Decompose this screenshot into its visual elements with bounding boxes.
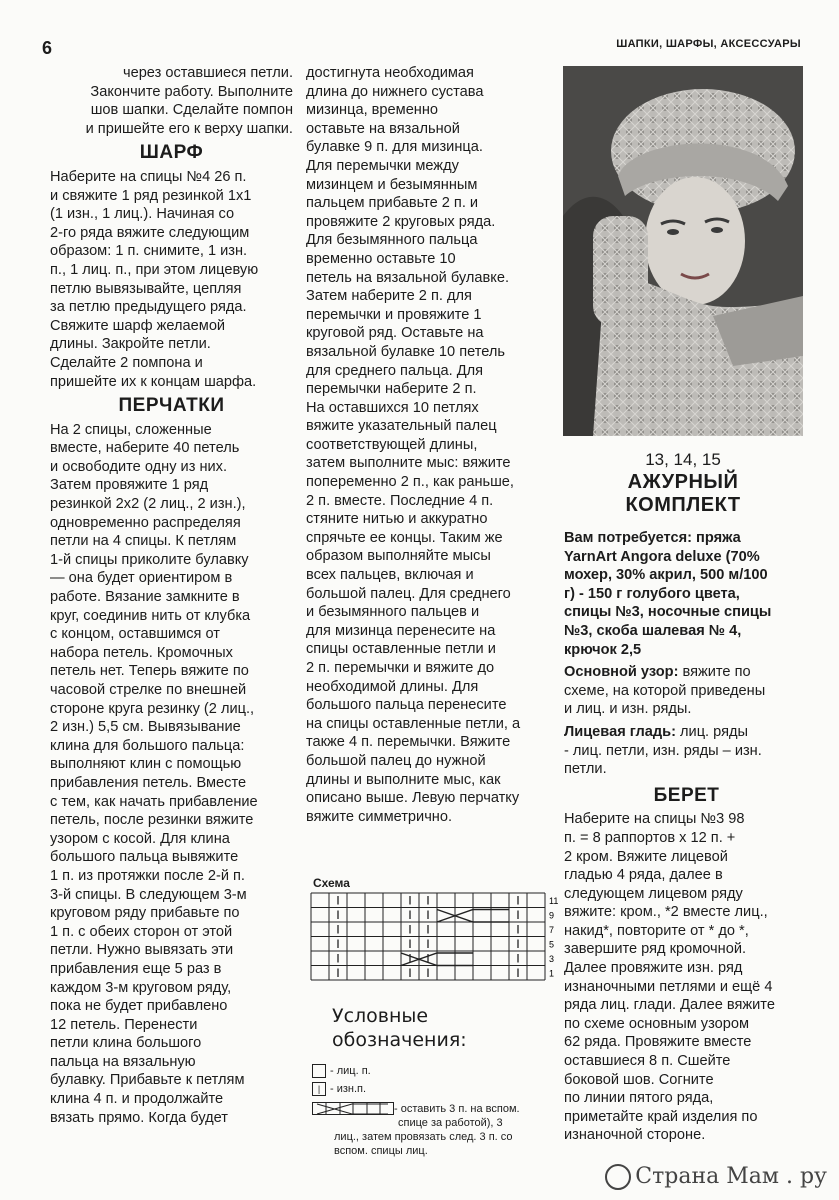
text-line: с концом, оставшимся от bbox=[50, 626, 220, 643]
beret-heading: БЕРЕТ bbox=[653, 784, 720, 806]
text-line: для мизинца перенесите на bbox=[306, 622, 496, 639]
text-line: петли на 4 спицы. К петлям bbox=[50, 533, 237, 550]
text-line: оставшиеся 8 п. Сшейте bbox=[564, 1053, 731, 1070]
text-line: п., 1 лиц. п., при этом лицевую bbox=[50, 261, 259, 278]
text-line: г) - 150 г голубого цвета, bbox=[564, 585, 740, 602]
text-line: пока не будет прибавлено bbox=[50, 998, 228, 1015]
text-line: крючок 2,5 bbox=[564, 641, 642, 658]
text-line: Вам потребуется: пряжа bbox=[564, 530, 741, 546]
text-line: пальца на вязальную bbox=[50, 1053, 196, 1070]
text-line: спицы №3, носочные спицы bbox=[564, 604, 772, 621]
text-line: Наберите на спицы №4 26 п. bbox=[50, 168, 247, 185]
text-line: спицы оставленные петли и bbox=[306, 641, 496, 658]
text-line: описано выше. Левую перчатку bbox=[306, 790, 520, 807]
text-line: и свяжите 1 ряд резинкой 1х1 bbox=[50, 187, 252, 204]
text-line: для среднего пальца. Для bbox=[306, 362, 484, 379]
text-line: Затем провяжите 1 ряд bbox=[50, 477, 209, 494]
text-line: вяжите указательный палец bbox=[306, 418, 497, 435]
text-line: большой палец. Для среднего bbox=[306, 585, 511, 602]
text-line: образом выполняйте мысы bbox=[306, 548, 491, 565]
scarf-heading: ШАРФ bbox=[139, 142, 204, 164]
text-line: через оставшиеся петли. bbox=[122, 65, 293, 81]
text-line: приметайте край изделия по bbox=[564, 1108, 758, 1125]
column-right bbox=[564, 529, 809, 1145]
text-line: Закончите работу. Выполните bbox=[90, 83, 293, 100]
legend-cable-line3: вспом. спицы лиц. bbox=[334, 1145, 428, 1158]
text-line: прибавления еще 5 раз в bbox=[50, 960, 222, 977]
text-line: клина 4 п. и продолжайте bbox=[50, 1091, 224, 1108]
text-line: также 4 п. перемычки. Вяжите bbox=[306, 734, 511, 751]
text-line: шов шапки. Сделайте помпон bbox=[90, 102, 293, 119]
text-line: попеременно 2 п., как раньше, bbox=[306, 474, 514, 491]
text-line: На 2 спицы, сложенные bbox=[50, 421, 212, 438]
scheme-row-number: 1 bbox=[549, 968, 555, 979]
text-line: 62 ряда. Провяжите вместе bbox=[564, 1034, 752, 1051]
text-line: соответствующей длины, bbox=[306, 436, 478, 453]
text-line: пальцем прибавьте 2 п. и bbox=[306, 195, 479, 212]
watermark bbox=[605, 1164, 827, 1190]
text-line: каждом 3-м круговом ряду, bbox=[50, 979, 232, 996]
text-line: петли. Нужно вывязать эти bbox=[50, 942, 234, 959]
text-line: перемычки и провяжите 1 bbox=[306, 306, 482, 323]
model-numbers: 13, 14, 15 bbox=[645, 450, 721, 469]
beret-text bbox=[564, 810, 809, 1145]
text-line: Наберите на спицы №3 98 bbox=[564, 811, 745, 828]
text-line: изнаночными петлями и ещё 4 bbox=[564, 978, 773, 995]
text-line: 2 п. перемычки и вяжите до bbox=[306, 660, 495, 676]
text-line: провяжите 2 круговых ряда. bbox=[306, 213, 496, 230]
gloves-continued-text bbox=[306, 64, 551, 826]
text-line: булавку. Прибавьте к петлям bbox=[50, 1072, 245, 1089]
text-line: вязальной булавке 10 петель bbox=[306, 343, 506, 360]
text-line: 12 петель. Перенести bbox=[50, 1016, 198, 1033]
text-line: круг, соединив нить от клубка bbox=[50, 607, 251, 624]
text-line: временно оставьте 10 bbox=[306, 250, 456, 267]
legend-cable-line2: лиц., затем провязать след. 3 п. со bbox=[334, 1131, 513, 1144]
text-line: петлю вывязывайте, цепляя bbox=[50, 280, 242, 297]
text-line: 1-й спицы приколите булавку bbox=[50, 551, 249, 568]
intro-text bbox=[50, 64, 293, 138]
scarf-text bbox=[50, 168, 293, 391]
watermark-logo-icon bbox=[605, 1164, 631, 1190]
text-line: перемычки наберите 2 п. bbox=[306, 381, 477, 398]
text-line: булавке 9 п. для мизинца. bbox=[306, 139, 483, 156]
scheme-grid bbox=[311, 893, 545, 980]
text-line: длина до нижнего сустава bbox=[306, 83, 484, 100]
watermark-text: Страна Мам . ру bbox=[635, 1164, 827, 1189]
text-line: большой палец до нужной bbox=[306, 752, 486, 769]
text-line: большого пальца вывяжите bbox=[50, 849, 239, 866]
purl-symbol-icon: | bbox=[312, 1082, 326, 1096]
text-line: 3-й спицы. В следующем 3-м bbox=[50, 886, 247, 903]
page-number: 6 bbox=[42, 38, 53, 58]
legend-title-line1: Условные bbox=[332, 1005, 429, 1027]
text-line: оставьте на вязальной bbox=[306, 120, 460, 137]
legend-purl bbox=[312, 1082, 366, 1096]
text-line: выполняют клин с помощью bbox=[50, 756, 242, 773]
text-line: петли клина большого bbox=[50, 1035, 202, 1052]
legend-cable bbox=[312, 1102, 552, 1158]
text-line: стороне круга резинку (2 лиц., bbox=[50, 700, 255, 717]
text-line: пришейте их к концам шарфа. bbox=[50, 373, 257, 390]
text-line: Для перемычки между bbox=[306, 157, 459, 174]
text-line: №3, скоба шалевая № 4, bbox=[564, 622, 742, 639]
text-line: п. = 8 раппортов х 12 п. + bbox=[564, 829, 736, 846]
scheme-row-number: 5 bbox=[549, 939, 555, 950]
cable-symbol-icon bbox=[312, 1102, 394, 1116]
text-line: На оставшихся 10 петлях bbox=[306, 399, 479, 416]
text-line: вязать прямо. Когда будет bbox=[50, 1109, 228, 1126]
text-line: с тем, как начать прибавление bbox=[50, 793, 258, 810]
text-line: мизинцем и безымянным bbox=[306, 176, 478, 193]
text-line: мохер, 30% акрил, 500 м/100 bbox=[564, 567, 768, 584]
text-line: длины и выполните мыс, как bbox=[306, 771, 501, 788]
text-line: длины. Закройте петли. bbox=[50, 336, 211, 353]
knit-symbol-icon bbox=[312, 1064, 326, 1078]
text-line: необходимой длины. Для bbox=[306, 678, 479, 695]
materials-text bbox=[564, 529, 809, 659]
text-line: всех пальцев, включая и bbox=[306, 567, 474, 584]
text-line: спрячьте ее концы. Таким же bbox=[306, 529, 503, 546]
model-photo bbox=[563, 66, 803, 436]
text-line: 2 п. вместе. Последние 4 п. bbox=[306, 492, 494, 509]
text-line: узором с косой. Для клина bbox=[50, 830, 230, 847]
model-title bbox=[563, 471, 803, 517]
text-line: за петлю предыдущего ряда. bbox=[50, 299, 247, 316]
legend-purl-label: - изн.п. bbox=[330, 1083, 367, 1095]
pattern-line-2: и лиц. и изн. ряды. bbox=[564, 701, 692, 718]
scheme-title: Схема bbox=[313, 876, 350, 890]
scheme-row-number: 7 bbox=[549, 925, 555, 935]
section-header: ШАПКИ, ШАРФЫ, АКСЕССУАРЫ bbox=[616, 38, 801, 50]
text-line: 2-го ряда вяжите следующим bbox=[50, 224, 250, 241]
pattern-line-1: схеме, на которой приведены bbox=[564, 682, 766, 699]
stockinette-block bbox=[564, 723, 809, 779]
text-line: Свяжите шарф желаемой bbox=[50, 317, 226, 334]
text-line: накид*, повторите от * до *, bbox=[564, 922, 749, 939]
text-line: петель на вязальной булавке. bbox=[306, 269, 510, 286]
text-line: большого пальца перенесите bbox=[306, 697, 507, 714]
text-line: Сделайте 2 помпона и bbox=[50, 354, 203, 371]
text-line: YarnArt Angora deluxe (70% bbox=[564, 548, 760, 565]
text-line: завершите ряд кромочной. bbox=[564, 941, 747, 958]
text-line: и безымянного пальцев и bbox=[306, 604, 480, 621]
text-line: 2 изн.) 5,5 см. Вывязывание bbox=[50, 719, 241, 736]
text-line: круговом ряду прибавьте по bbox=[50, 905, 240, 922]
stockinette-line-1: - лиц. петли, изн. ряды – изн. bbox=[564, 742, 762, 759]
text-line: круговой ряд. Оставьте на bbox=[306, 325, 484, 342]
text-line: резинкой 2х2 (2 лиц., 2 изн.), bbox=[50, 496, 246, 513]
gloves-heading: ПЕРЧАТКИ bbox=[118, 395, 225, 417]
model-title-line1: АЖУРНЫЙ bbox=[627, 471, 739, 493]
stockinette-line-0: лиц. ряды bbox=[675, 723, 749, 740]
text-line: гладью 4 ряда, далее в bbox=[564, 867, 723, 884]
legend-knit-label: - лиц. п. bbox=[330, 1065, 371, 1077]
text-line: — она будет ориентиром в bbox=[50, 570, 233, 587]
legend-title-line2: обозначения: bbox=[332, 1029, 467, 1051]
model-title-line2: КОМПЛЕКТ bbox=[625, 494, 741, 516]
knitting-scheme bbox=[310, 890, 559, 985]
text-line: вяжите симметрично. bbox=[306, 808, 453, 825]
text-line: изнаночной стороне. bbox=[564, 1127, 706, 1144]
legend-knit bbox=[312, 1064, 371, 1078]
text-line: по линии пятого ряда, bbox=[564, 1090, 714, 1107]
text-line: ряда лиц. глади. Далее вяжите bbox=[564, 997, 775, 1014]
text-line: 1 п. из протяжки после 2-й п. bbox=[50, 867, 245, 884]
text-line: Далее провяжите изн. ряд bbox=[564, 960, 743, 977]
text-line: прибавления петель. Вместе bbox=[50, 774, 247, 791]
text-line: одновременно распределяя bbox=[50, 514, 241, 531]
text-line: (1 изн., 1 лиц.). Начиная со bbox=[50, 206, 235, 223]
text-line: достигнута необходимая bbox=[306, 65, 474, 81]
legend-cable-line1: спице за работой), 3 bbox=[398, 1117, 503, 1130]
legend-cable-line0: - оставить 3 п. на вспом. bbox=[394, 1103, 520, 1115]
text-line: и пришейте его к верху шапки. bbox=[85, 120, 293, 137]
stockinette-line-2: петли. bbox=[564, 761, 607, 778]
scheme-row-number: 11 bbox=[549, 896, 559, 906]
text-line: следующем лицевом ряду bbox=[564, 885, 743, 902]
text-line: Для безымянного пальца bbox=[306, 232, 478, 249]
text-line: петель нет. Теперь вяжите по bbox=[50, 663, 249, 680]
legend-title bbox=[332, 1004, 467, 1052]
photo-illustration bbox=[563, 66, 803, 436]
column-middle bbox=[306, 64, 551, 826]
gloves-text bbox=[50, 421, 293, 1128]
text-line: клина для большого пальца: bbox=[50, 737, 245, 754]
text-line: затем выполните мыс: вяжите bbox=[306, 455, 511, 472]
stockinette-label: Лицевая гладь: bbox=[564, 723, 676, 740]
column-left bbox=[50, 64, 293, 1127]
text-line: 1 п. с обеих сторон от этой bbox=[50, 923, 233, 940]
text-line: мизинца, временно bbox=[306, 102, 439, 119]
text-line: образом: 1 п. снимите, 1 изн. bbox=[50, 243, 248, 260]
text-line: вместе, наберите 40 петель bbox=[50, 440, 240, 457]
text-line: набора петель. Кромочных bbox=[50, 644, 233, 661]
scheme-row-number: 3 bbox=[549, 954, 555, 964]
text-line: часовой стрелке по внешней bbox=[50, 682, 247, 698]
pattern-label: Основной узор: bbox=[564, 664, 679, 681]
pattern-block bbox=[564, 663, 809, 719]
text-line: 2 кром. Вяжите лицевой bbox=[564, 848, 728, 865]
pattern-line-0: вяжите по bbox=[678, 664, 751, 681]
text-line: на спицы оставленные петли, а bbox=[306, 715, 521, 732]
text-line: петель, после резинки вяжите bbox=[50, 812, 254, 829]
text-line: боковой шов. Согните bbox=[564, 1071, 714, 1088]
text-line: и освободите одну из них. bbox=[50, 458, 228, 475]
scheme-row-number: 9 bbox=[549, 910, 555, 921]
text-line: Затем наберите 2 п. для bbox=[306, 288, 472, 305]
text-line: вяжите: кром., *2 вместе лиц., bbox=[564, 904, 768, 921]
text-line: работе. Вязание замкните в bbox=[50, 589, 240, 606]
text-line: стяните нитью и аккуратно bbox=[306, 511, 488, 528]
text-line: по схеме основным узором bbox=[564, 1015, 750, 1032]
